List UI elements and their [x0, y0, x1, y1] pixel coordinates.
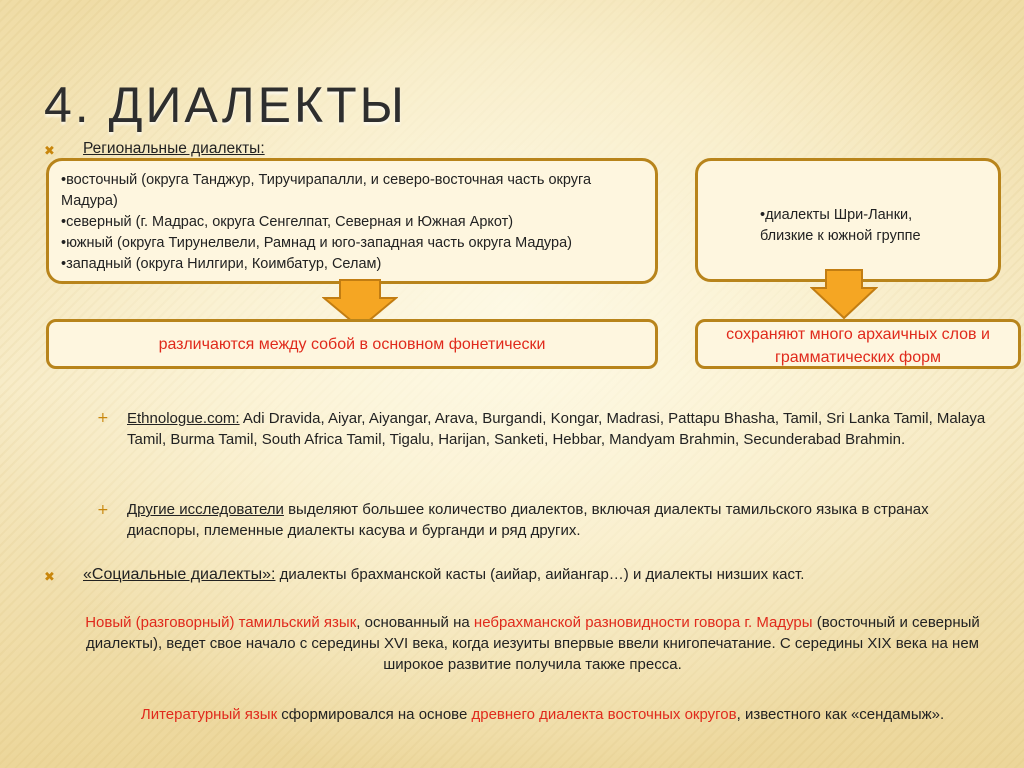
- eastern-dialect-term: древнего диалекта восточных округов: [471, 706, 737, 723]
- ethnologue-lead: Ethnologue.com:: [127, 410, 240, 427]
- colloquial-paragraph: [70, 612, 995, 675]
- srilanka-dialects-box: [695, 158, 1001, 282]
- plus-bullet-icon: +: [97, 502, 109, 518]
- dialect-west: •западный (округа Нилгири, Коимбатур, Селам): [61, 256, 382, 272]
- page-title: 4. ДИАЛЕКТЫ: [44, 77, 407, 133]
- down-arrow-icon: [810, 268, 878, 320]
- literary-paragraph: [70, 704, 1015, 725]
- colloquial-term: Новый (разговорный) тамильский язык: [85, 614, 357, 631]
- literary-connector: сформировался на основе: [277, 706, 472, 723]
- ethnologue-text: Adi Dravida, Aiyar, Aiyangar, Arava, Burgandi, Kongar, Madrasi, Pattapu Bhasha, Tamil, Sri Lanka Tamil, Malaya Tamil, Burma Tamil, South Africa Tamil, Tigalu, Harijan, Sanketi, Hebbar, Mandyam Brahmin, Secunderabad Brahmin.: [127, 410, 986, 448]
- colloquial-connector: , основанный на: [356, 614, 474, 631]
- archaic-result-box: [695, 319, 1021, 369]
- other-researchers-lead: Другие исследователи: [127, 501, 284, 518]
- social-dialects-text: диалекты брахманской касты (аийар, аийангар…) и диалекты низших каст.: [275, 566, 805, 583]
- bullet-x-icon: ✖: [44, 570, 55, 585]
- dialect-east: •восточный (округа Танджур, Тиручирапалли, и северо-восточная часть округа Мадура): [61, 172, 592, 209]
- other-researchers-item: [127, 499, 997, 541]
- archaic-result-text: сохраняют много архаичных слов и грамматических форм: [726, 326, 990, 366]
- literary-text: , известного как «сендамыж».: [736, 706, 945, 723]
- phonetic-result-text: различаются между собой в основном фонетически: [158, 336, 546, 353]
- plus-bullet-icon: +: [97, 410, 109, 426]
- other-researchers-text: выделяют большее количество диалектов, включая диалекты тамильского языка в странах диаспоры, племенные диалекты касува и бурганди и ряд других.: [127, 501, 929, 539]
- dialect-south: •южный (округа Тирунелвели, Рамнад и юго-западная часть округа Мадура): [61, 235, 572, 251]
- srilanka-line-1: •диалекты Шри-Ланки,: [760, 207, 913, 223]
- dialect-north: •северный (г. Мадрас, округа Сенгелпат, Северная и Южная Аркот): [61, 214, 514, 230]
- literary-term: Литературный язык: [140, 706, 278, 723]
- social-dialects-item: [83, 564, 983, 585]
- colloquial-text: (восточный и северный диалекты), ведет свое начало с середины XVI века, когда иезуиты впервые ввели книгопечатание. С середины XIX века на нем широкое развитие получила также пресса.: [86, 614, 980, 673]
- bullet-x-icon: ✖: [44, 144, 55, 159]
- regional-heading: Региональные диалекты:: [83, 140, 265, 157]
- srilanka-line-2: близкие к южной группе: [760, 228, 921, 244]
- regional-dialects-box: [46, 158, 658, 284]
- ethnologue-item: [127, 408, 997, 450]
- madurai-variety-term: небрахманской разновидности говора г. Мадуры: [473, 614, 813, 631]
- social-dialects-lead: «Социальные диалекты»:: [83, 566, 276, 583]
- phonetic-result-box: [46, 319, 658, 369]
